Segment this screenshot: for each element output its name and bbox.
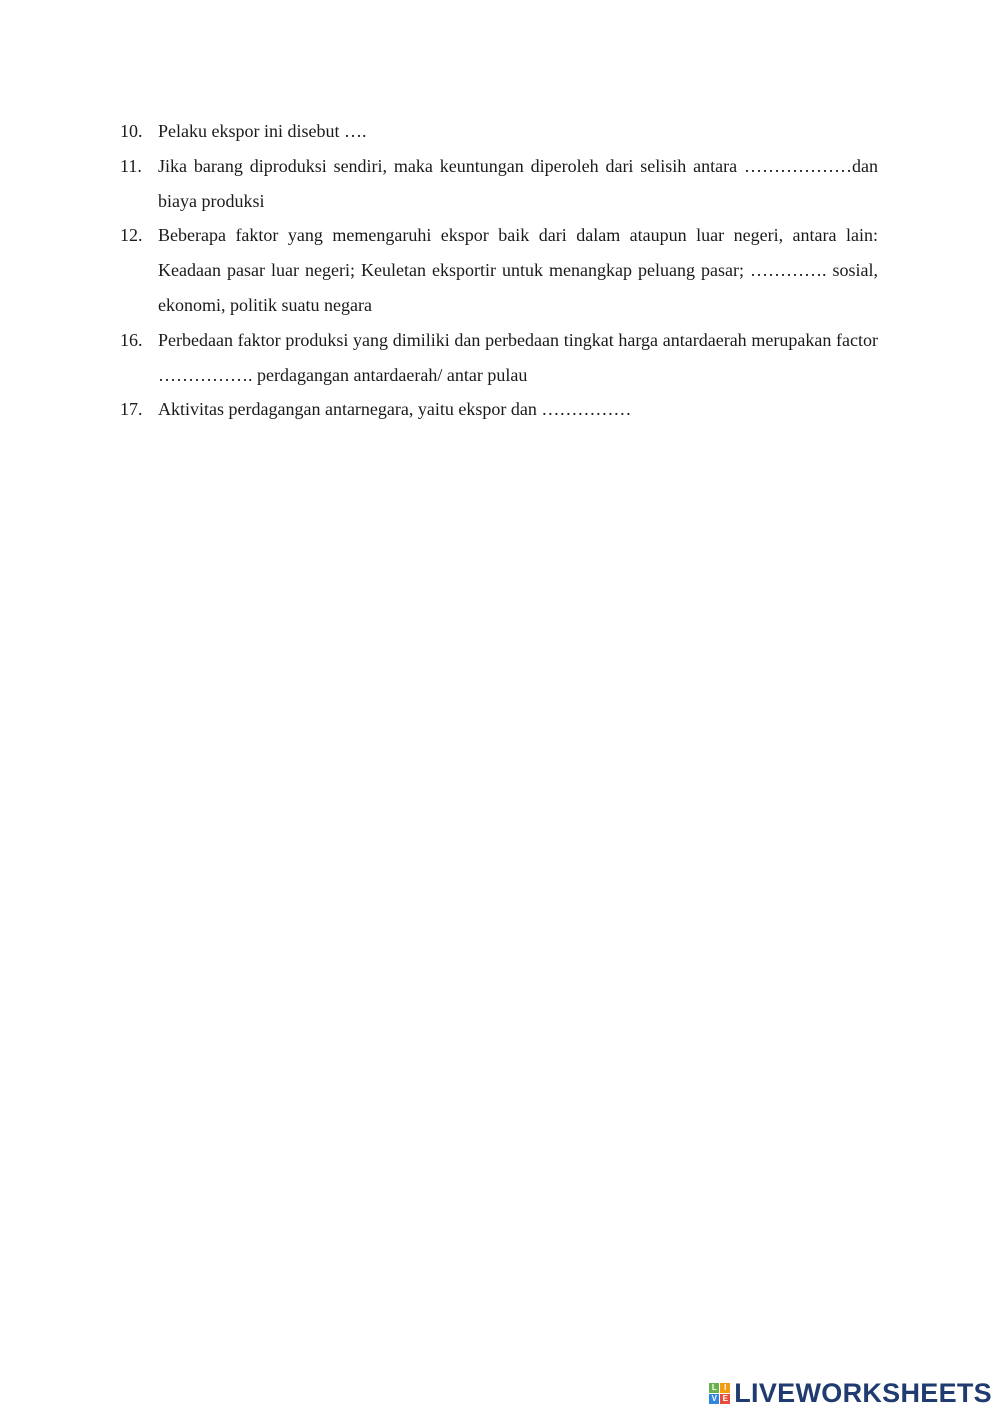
question-text: Jika barang diproduksi sendiri, maka keuntungan diperoleh dari selisih antara ………………dan biaya produksi: [158, 155, 878, 211]
logo-letter-e: E: [720, 1394, 730, 1404]
brand-name: LIVEWORKSHEETS: [734, 1378, 992, 1408]
question-text: Aktivitas perdagangan antarnegara, yaitu ekspor dan ……………: [158, 399, 632, 420]
question-text: Perbedaan faktor produksi yang dimiliki dan perbedaan tingkat harga antardaerah merupakan factor ……………. perdagangan antardaerah/ antar pulau: [158, 329, 878, 385]
question-text: Pelaku ekspor ini disebut ….: [158, 121, 367, 141]
question-number: 12.: [120, 225, 143, 246]
question-number: 17.: [120, 399, 143, 420]
question-number: 11.: [120, 155, 142, 176]
question-text: Beberapa faktor yang memengaruhi ekspor baik dari dalam ataupun luar negeri, antara lain: Keadaan pasar luar negeri; Keuletan eksportir untuk menangkap peluang pasar; …………. sosial, ekonomi, politik suatu negara: [158, 225, 878, 315]
question-12: [120, 218, 878, 322]
worksheet-question-list: [120, 114, 878, 427]
question-16: [120, 323, 878, 393]
logo-letter-v: V: [709, 1394, 719, 1404]
question-number: 16.: [120, 329, 143, 350]
question-11: [120, 149, 878, 219]
logo-letter-i: I: [720, 1383, 730, 1393]
liveworksheets-logo-icon: [709, 1383, 730, 1404]
question-17: [120, 392, 878, 427]
logo-letter-l: L: [709, 1383, 719, 1393]
question-number: 10.: [120, 121, 143, 141]
liveworksheets-brand: [709, 1380, 992, 1407]
question-10: [120, 114, 878, 149]
